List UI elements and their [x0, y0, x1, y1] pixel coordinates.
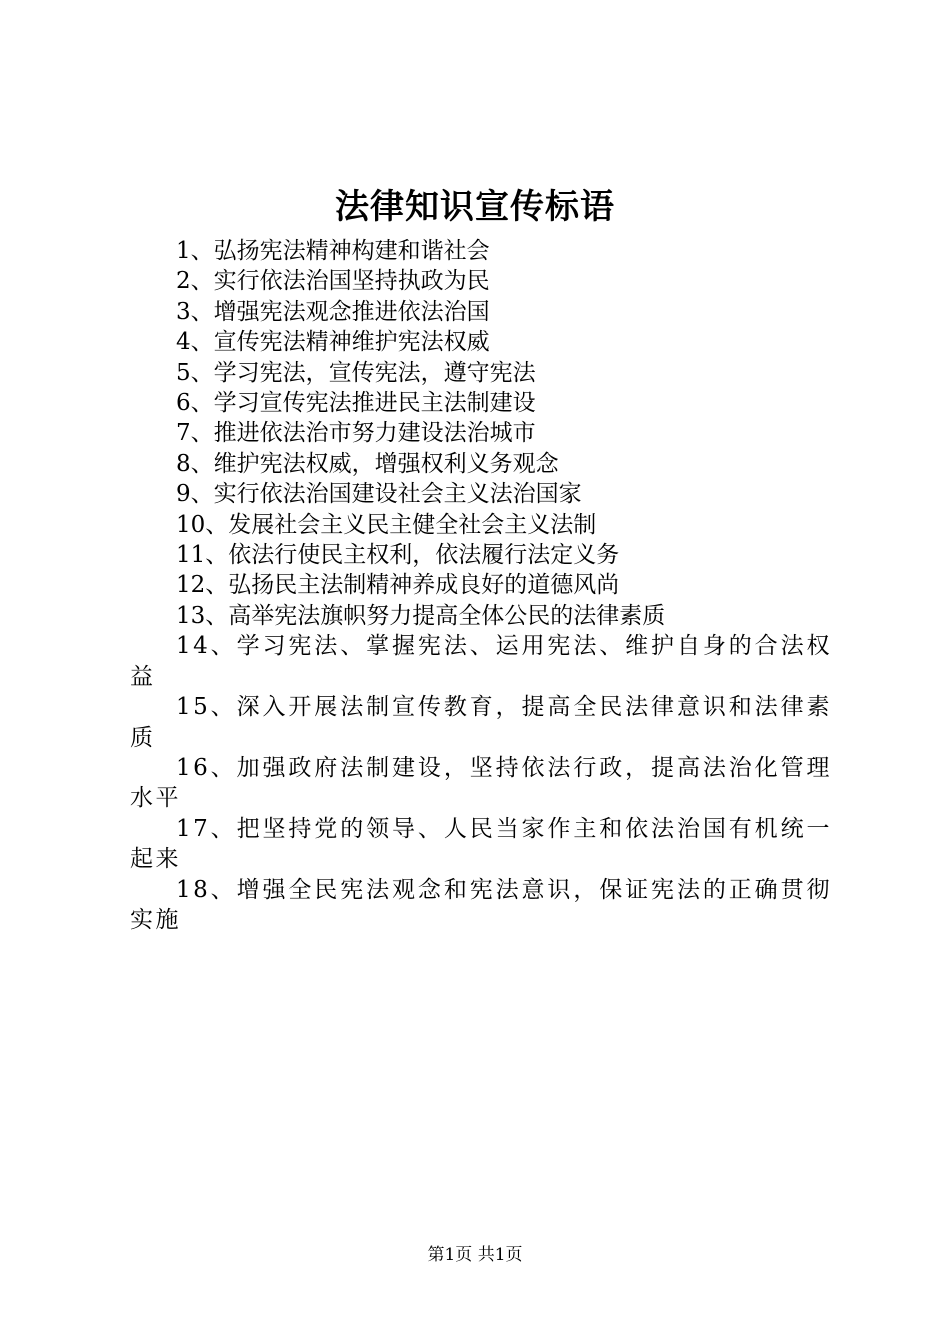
- slogan-item: 14、学习宪法、掌握宪法、运用宪法、维护自身的合法权益: [130, 633, 832, 690]
- slogan-item: 17、把坚持党的领导、人民当家作主和依法治国有机统一起来: [130, 815, 832, 873]
- slogan-item: 3、增强宪法观念推进依法治国: [176, 298, 490, 325]
- slogan-item: 9、实行依法治国建设社会主义法治国家: [176, 481, 582, 508]
- slogan-list: [130, 236, 832, 935]
- page-footer: 第1页 共1页: [427, 1245, 523, 1265]
- slogan-item: 7、推进依法治市努力建设法治城市: [176, 420, 536, 447]
- slogan-item: 8、维护宪法权威，增强权利义务观念: [176, 450, 559, 477]
- slogan-item: 13、高举宪法旗帜努力提高全体公民的法律素质: [176, 602, 666, 629]
- slogan-item: 6、学习宣传宪法推进民主法制建设: [176, 390, 536, 417]
- slogan-item: 12、弘扬民主法制精神养成良好的道德风尚: [176, 572, 620, 599]
- page-title: 法律知识宣传标语: [335, 187, 615, 227]
- slogan-item: 18、增强全民宪法观念和宪法意识，保证宪法的正确贯彻实施: [130, 876, 832, 933]
- slogan-item: 16、加强政府法制建设，坚持依法行政，提高法治化管理水平: [130, 754, 832, 812]
- slogan-item: 15、深入开展法制宣传教育，提高全民法律意识和法律素质: [130, 694, 832, 751]
- slogan-item: 4、宣传宪法精神维护宪法权威: [176, 329, 490, 356]
- slogan-item: 5、学习宪法，宣传宪法，遵守宪法: [176, 359, 536, 386]
- slogan-item: 1、弘扬宪法精神构建和谐社会: [176, 238, 490, 264]
- slogan-item: 2、实行依法治国坚持执政为民: [176, 268, 490, 295]
- slogan-item: 10、发展社会主义民主健全社会主义法制: [176, 511, 597, 538]
- slogan-item: 11、依法行使民主权利，依法履行法定义务: [176, 542, 620, 569]
